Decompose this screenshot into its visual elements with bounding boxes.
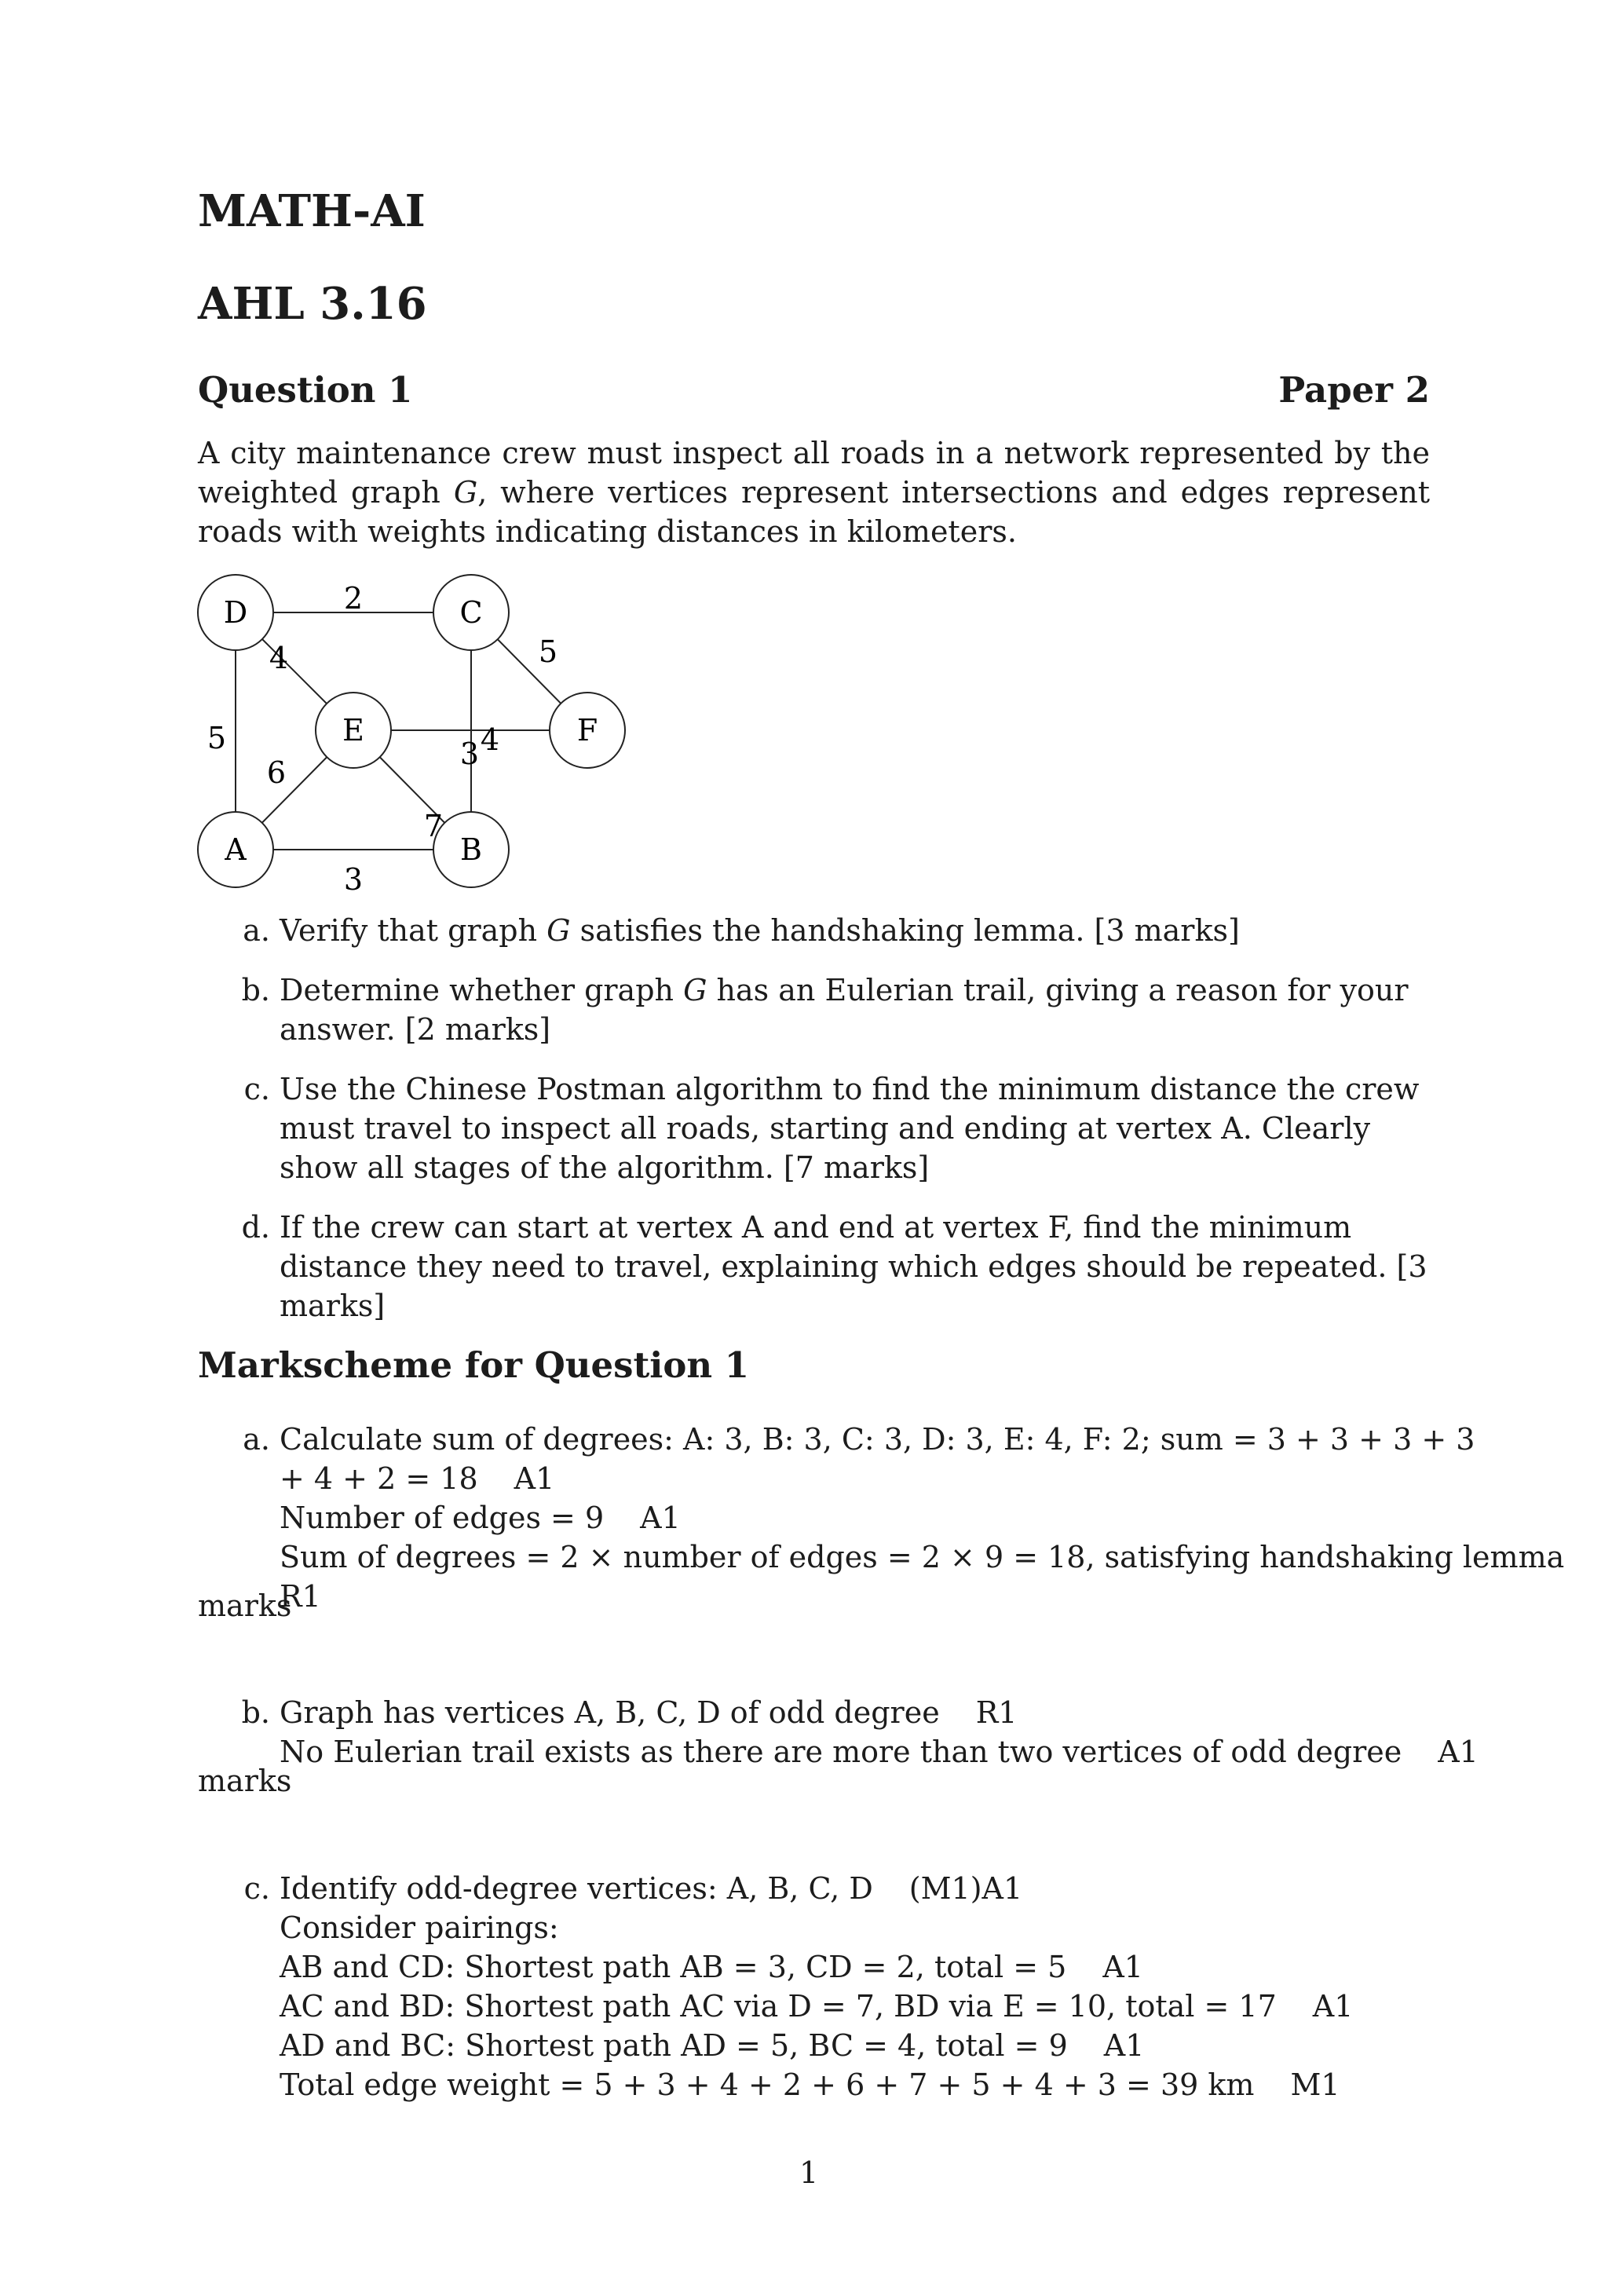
markscheme-line: + 4 + 2 = 18 A1: [280, 1459, 1564, 1498]
part-label: b.: [241, 1695, 270, 1730]
question-intro: [198, 433, 1430, 551]
topic-heading: AHL 3.16: [198, 278, 427, 330]
markscheme-line: Identify odd-degree vertices: A, B, C, D (M1)A1: [280, 1869, 1353, 1908]
markscheme-line: AC and BD: Shortest path AC via D = 7, BD via E = 10, total = 17 A1: [280, 1987, 1353, 2026]
mark-code: R1: [975, 1695, 1018, 1730]
mark-code: A1: [1102, 1950, 1143, 1984]
intro-text-before: A city maintenance crew must inspect all roads in a network represented by the weighted graph: [198, 436, 1430, 510]
markscheme-line: AB and CD: Shortest path AB = 3, CD = 2, total = 5 A1: [280, 1947, 1353, 1987]
question-part-c: [236, 1069, 1431, 1187]
part-text: Determine whether graph: [280, 973, 684, 1007]
marks-note: marks: [198, 1589, 292, 1623]
mark-code: A1: [1103, 2028, 1145, 2063]
weighted-graph: [188, 565, 644, 911]
vertex-label: A: [225, 832, 247, 867]
part-label: a.: [243, 913, 270, 948]
edge-weight-label: 6: [266, 755, 287, 790]
part-label: c.: [243, 1072, 270, 1106]
vertex-label: C: [459, 595, 483, 630]
part-label: d.: [241, 1210, 270, 1245]
mark-code: (M1)A1: [908, 1871, 1023, 1906]
part-label: c.: [243, 1871, 270, 1906]
question-part-d: [236, 1208, 1431, 1325]
graph-symbol: G: [546, 913, 571, 948]
edge-weight-label: 3: [343, 862, 364, 897]
question-parts: [236, 911, 1431, 1346]
mark-code: A1: [1438, 1735, 1479, 1769]
page-number: 1: [799, 2155, 819, 2190]
vertex-label: F: [576, 713, 598, 748]
markscheme-line: Sum of degrees = 2 × number of edges = 2 × 9 = 18, satisfying handshaking lemma: [280, 1540, 1565, 1574]
part-text: If the crew can start at vertex A and end at vertex F, find the minimum distance they need to travel, explaining which edges should be repeated. [3 marks]: [280, 1210, 1427, 1323]
markscheme-line: Number of edges = 9 A1: [280, 1498, 1564, 1537]
edge-weight-label: 4: [269, 641, 289, 675]
edge-weight-label: 3: [459, 737, 480, 771]
edge-weight-label: 2: [343, 581, 364, 616]
question-part-b: [236, 971, 1431, 1049]
edge-weight-label: 5: [207, 721, 227, 755]
part-text: Verify that graph: [280, 913, 547, 948]
part-label: b.: [241, 973, 270, 1007]
mark-code: A1: [1312, 1989, 1354, 2024]
markscheme-line: AD and BC: Shortest path AD = 5, BC = 4, total = 9 A1: [280, 2026, 1353, 2065]
subject-heading: MATH-AI: [198, 185, 426, 237]
marks-note: marks: [198, 1764, 292, 1798]
graph-symbol: G: [453, 475, 478, 510]
markscheme-line: Graph has vertices A, B, C, D of odd degree R1: [280, 1693, 1479, 1732]
part-text: Use the Chinese Postman algorithm to find the minimum distance the crew must travel to inspect all roads, starting and ending at vertex A. Clearly show all stages of the algorithm. [7 marks]: [280, 1072, 1420, 1185]
edge-weight-label: 7: [423, 809, 444, 843]
graph-symbol: G: [683, 973, 707, 1007]
markscheme-line: R1: [280, 1579, 321, 1614]
vertex-label: B: [460, 832, 482, 867]
markscheme-line: No Eulerian trail exists as there are more than two vertices of odd degree A1: [280, 1732, 1479, 1771]
mark-code: A1: [640, 1501, 681, 1535]
markscheme-line: Consider pairings:: [280, 1910, 559, 1945]
edge-weight-label: 4: [480, 722, 500, 757]
question-title: Question 1: [198, 369, 413, 411]
intro-text-after: , where vertices represent intersections and edges represent roads with weights indicating distances in kilometers.: [198, 475, 1430, 549]
part-label: a.: [243, 1422, 270, 1457]
mark-code: M1: [1290, 2067, 1340, 2102]
paper-label: Paper 2: [1278, 369, 1430, 411]
edge-weight-label: 5: [538, 634, 558, 669]
question-part-a: [236, 911, 1431, 950]
part-text: satisfies the handshaking lemma. [3 marks]: [570, 913, 1240, 948]
mark-code: A1: [514, 1461, 555, 1496]
markscheme-title: Markscheme for Question 1: [198, 1344, 750, 1386]
vertex-label: D: [223, 595, 248, 630]
markscheme-line: Total edge weight = 5 + 3 + 4 + 2 + 6 + 7 + 5 + 4 + 3 = 39 km M1: [280, 2065, 1353, 2104]
part-text: has an Eulerian trail, giving a reason for your answer. [2 marks]: [280, 973, 1409, 1047]
markscheme-line: Calculate sum of degrees: A: 3, B: 3, C: 3, D: 3, E: 4, F: 2; sum = 3 + 3 + 3 + 3: [280, 1422, 1475, 1457]
vertex-label: E: [342, 713, 364, 748]
